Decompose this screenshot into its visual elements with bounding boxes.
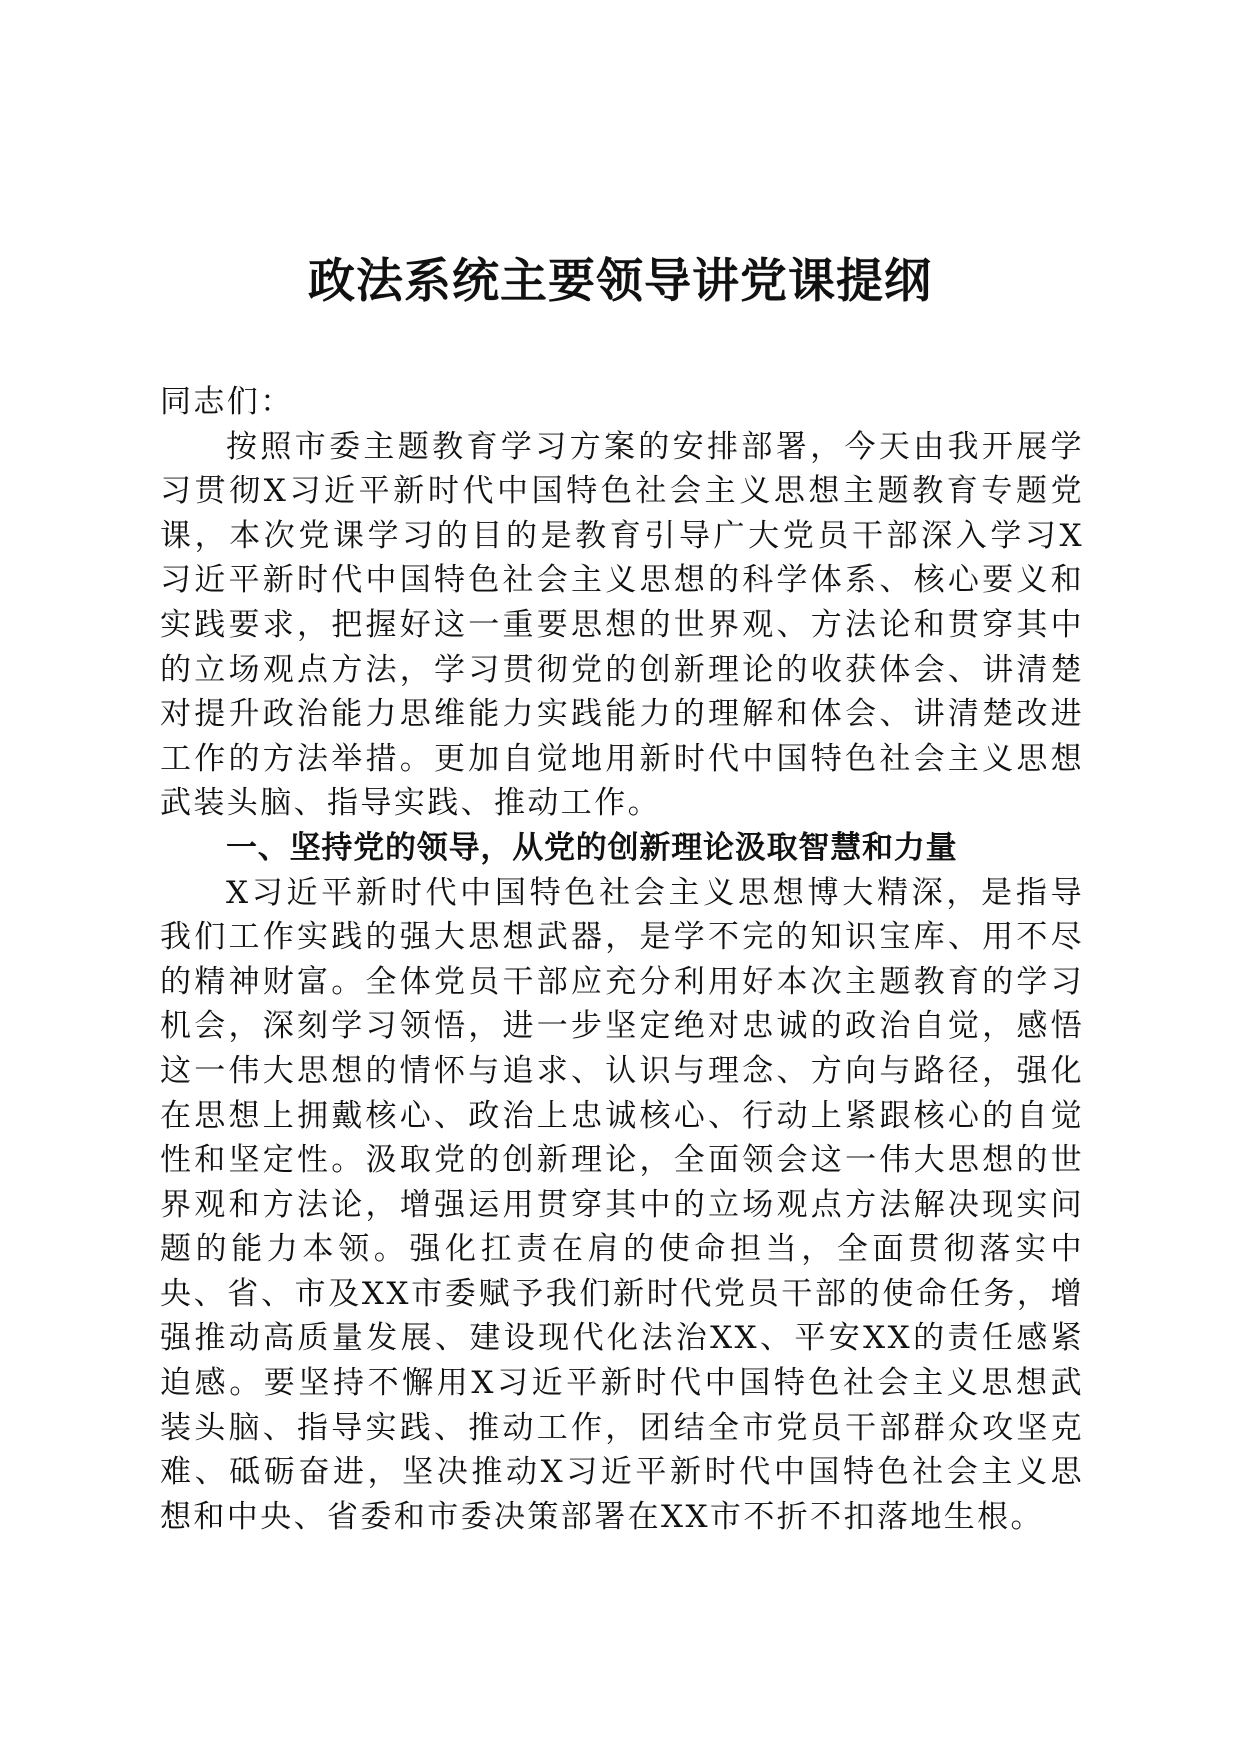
document-body: [160, 380, 1084, 1539]
section-heading-1: 一、坚持党的领导，从党的创新理论汲取智慧和力量: [226, 829, 958, 866]
document-title: 政法系统主要领导讲党课提纲: [308, 254, 932, 309]
intro-paragraph: 按照市委主题教育学习方案的安排部署，今天由我开展学习贯彻X习近平新时代中国特色社会主义思想主题教育专题党课，本次党课学习的目的是教育引导广大党员干部深入学习X习近平新时代中国特色社会主义思想的科学体系、核心要义和实践要求，把握好这一重要思想的世界观、方法论和贯穿其中的立场观点方法，学习贯彻党的创新理论的收获体会、讲清楚对提升政治能力思维能力实践能力的理解和体会、讲清楚改进工作的方法举措。更加自觉地用新时代中国特色社会主义思想武装头脑、指导实践、推动工作。: [160, 428, 1084, 822]
salutation: 同志们：: [160, 384, 294, 420]
section-paragraph-1: X习近平新时代中国特色社会主义思想博大精深，是指导我们工作实践的强大思想武器，是学不完的知识宝库、用不尽的精神财富。全体党员干部应充分利用好本次主题教育的学习机会，深刻学习领悟，进一步坚定绝对忠诚的政治自觉，感悟这一伟大思想的情怀与追求、认识与理念、方向与路径，强化在思想上拥戴核心、政治上忠诚核心、行动上紧跟核心的自觉性和坚定性。汲取党的创新理论，全面领会这一伟大思想的世界观和方法论，增强运用贯穿其中的立场观点方法解决现实问题的能力本领。强化扛责在肩的使命担当，全面贯彻落实中央、省、市及XX市委赋予我们新时代党员干部的使命任务，增强推动高质量发展、建设现代化法治XX、平安XX的责任感紧迫感。要坚持不懈用X习近平新时代中国特色社会主义思想武装头脑、指导实践、推动工作，团结全市党员干部群众攻坚克难、砥砺奋进，坚决推动X习近平新时代中国特色社会主义思想和中央、省委和市委决策部署在XX市不折不扣落地生根。: [160, 874, 1084, 1535]
